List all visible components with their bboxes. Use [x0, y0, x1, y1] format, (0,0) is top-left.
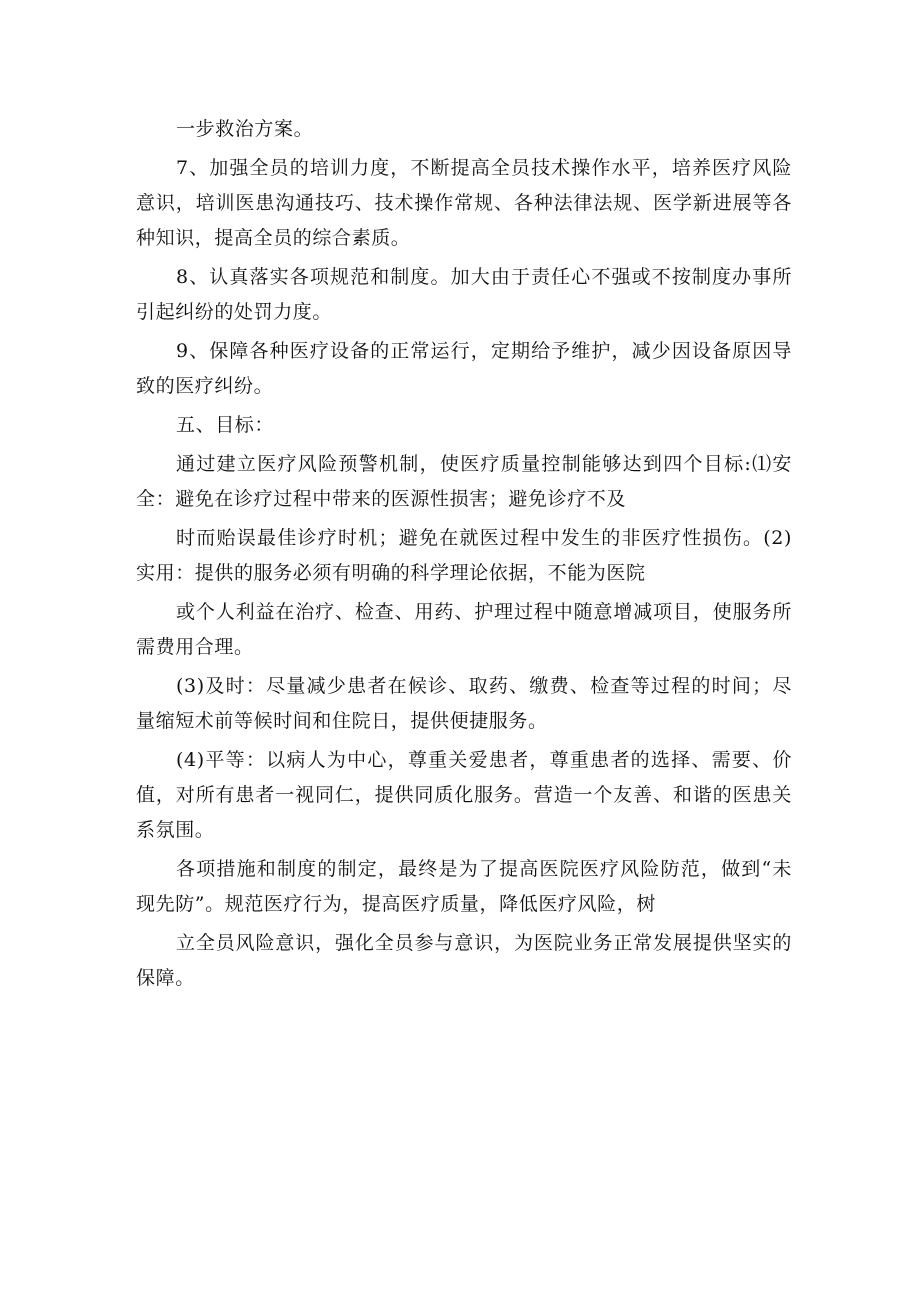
paragraph-11: 各项措施和制度的制定，最终是为了提高医院医疗风险防范，做到“未现先防”。规范医疗行为，提高医疗质量，降低医疗风险，树 — [136, 858, 792, 915]
paragraph-9: (3)及时：尽量减少患者在候诊、取药、缴费、检查等过程的时间；尽量缩短术前等候时间和住院日，提供便捷服务。 — [136, 675, 792, 732]
paragraph-3: 8、认真落实各项规范和制度。加大由于责任心不强或不按制度办事所引起纠纷的处罚力度。 — [136, 266, 792, 323]
paragraph-2: 7、加强全员的培训力度，不断提高全员技术操作水平，培养医疗风险意识，培训医患沟通技巧、技术操作常规、各种法律法规、医学新进展等各种知识，提高全员的综合素质。 — [136, 157, 792, 249]
document-body — [136, 112, 792, 996]
paragraph-8: 或个人利益在治疗、检查、用药、护理过程中随意增减项目，使服务所需费用合理。 — [136, 601, 792, 658]
paragraph-12: 立全员风险意识，强化全员参与意识，为医院业务正常发展提供坚实的保障。 — [136, 932, 792, 989]
paragraph-1: 一步救治方案。 — [176, 118, 314, 140]
section-heading: 五、目标： — [176, 414, 275, 436]
paragraph-10: (4)平等：以病人为中心，尊重关爱患者，尊重患者的选择、需要、价值，对所有患者一视同仁，提供同质化服务。营造一个友善、和谐的医患关系氛围。 — [136, 749, 792, 841]
paragraph-7: 时而贻误最佳诊疗时机；避免在就医过程中发生的非医疗性损伤。(2)实用：提供的服务必须有明确的科学理论依据，不能为医院 — [136, 527, 792, 584]
paragraph-4: 9、保障各种医疗设备的正常运行，定期给予维护，减少因设备原因导致的医疗纠纷。 — [136, 340, 792, 397]
paragraph-6: 通过建立医疗风险预警机制，使医疗质量控制能够达到四个目标:⑴安全：避免在诊疗过程中带来的医源性损害；避免诊疗不及 — [136, 453, 792, 510]
